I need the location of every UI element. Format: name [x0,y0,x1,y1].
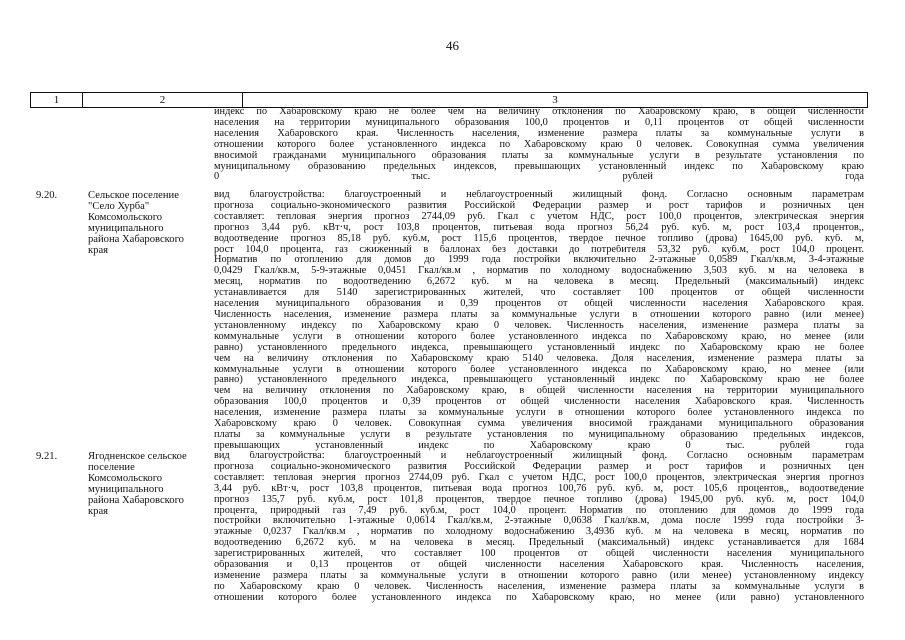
text-line: устанавливается для 5140 зарегистрированных жителей, что составляет 100 процентов от общей численности [214,288,864,299]
text-line: постройки включительно 1-этажные 0,0614 Гкал/кв.м, 2-этажные 0,0638 Гкал/кв.м, дома после 1999 года постройки 3- [214,516,864,527]
text-line: составляет: тепловая энергия прогноз 2744,09 руб. Гкал с учетом НДС, рост 100,0 процентов, электрическая энергия [214,211,864,222]
text-line: 0,0429 Гкал/кв.м, 5-9-этажные 0,0451 Гкал/кв.м , норматив по холодному водоснабжению 3,503 куб. м на человека в [214,266,864,277]
name-line: Сельское поселение [88,190,179,201]
table-header-row [30,92,868,108]
text-line: населения на территории муниципального образования 100,0 процентов и 0,11 процентов от общей численности [214,117,864,128]
text-line: чем на величину отклонения по Хабаровскому краю 5140 человека. Доля населения, изменение размера платы за [214,353,864,364]
text-line: населения Хабаровского края. Численность населения, изменение размера платы за коммунальные услуги в [214,128,864,139]
text-line: Норматив по отоплению для домов до 1999 года постройки включительно 2-этажные 0,0589 Гкал/кв.м, 3-4-этажные [214,255,864,266]
text-line: вид благоустройства: благоустроенный и неблагоустроенный жилищный фонд. Согласно основным параметрам [214,451,864,461]
text-line: вид благоустройства: благоустроенный и неблагоустроенный жилищный фонд. Согласно основным параметрам [214,190,864,200]
entry-text [214,451,864,604]
text-line: вносимой гражданами муниципального образования платы за коммунальные услуги в результате установления по [214,150,864,161]
header-col-1: 1 [30,93,82,107]
name-line: Ягодненское сельское [88,451,187,462]
page-number: 46 [446,38,459,53]
text-line: населения муниципального образования и 0,39 процентов от общей численности населения Хабаровского края. [214,299,864,310]
text-line: Численность населения, изменение размера платы за коммунальные услуги в отношении которого равно (или менее) [214,309,864,320]
text-line: равно) установленного предельного индекса, превышающего установленный индекс по Хабаровскому краю не более [214,375,864,386]
text-line: коммунальные услуги в отношении которого более установленного индекса по Хабаровскому краю, но менее (или [214,331,864,342]
text-line: населения, изменение размера платы за коммунальные услуги в отношении которого более установленного индекса по [214,408,864,419]
text-line: прогноз 135,7 руб. куб.м, рост 101,8 процентов, твердое печное топливо (дрова) 1945,00 руб. куб. м, рост 104,0 [214,494,864,505]
text-line: составляет: тепловая энергия прогноз 2744,09 руб. Гкал с учетом НДС, рост 100,0 процентов, электрическая энергия прогноз [214,472,864,483]
continuation-text [214,107,864,183]
text-line: 0 тыс. рублей года [214,172,864,183]
entry-number: 9.21. [36,451,58,462]
text-line: установленному индексу по Хабаровскому краю 0 человек. Численность населения, изменение размера платы за [214,320,864,331]
text-line: прогноза социально-экономического развития Российской Федерации размер и рост тарифов и розничных цен [214,200,864,211]
text-line: по Хабаровскому краю 0 человек. Численность населения, изменение размера платы за коммунальные услуги в [214,581,864,592]
text-line: коммунальные услуги в отношении которого более установленного индекса по Хабаровскому краю, но менее (или [214,364,864,375]
name-line: муниципального [88,484,164,495]
text-line: муниципальному образованию предельных индексов, превышающих установленный индекс по Хабаровскому краю [214,161,864,172]
text-line: прогноз 3,44 руб. кВт·ч, рост 103,8 процентов, питьевая вода прогноз 56,24 руб. куб. м, рост 103,4 процентов,, [214,222,864,233]
text-line: зарегистрированных жителей, что составляет 100 процентов от общей численности населения муниципального [214,549,864,560]
text-line: отношении которого более установленного индекса по Хабаровскому краю, но менее (или равно) установленного [214,592,864,603]
text-line: образования 100,0 процентов и 0,39 процентов от общей численности населения Хабаровского края. Численность [214,397,864,408]
text-line: этажные 0,0237 Гкал/кв.м , норматив по холодному водоснабжению 3,4936 куб. м на человека в месяц, норматив по [214,527,864,538]
text-line: равно) установленного предельного индекса, превышающего установленный индекс по Хабаровскому краю не более [214,342,864,353]
header-col-2: 2 [82,93,242,107]
name-line: "Село Хурба" [88,201,150,212]
name-line: Комсомольского [88,473,163,484]
entry-text [214,190,864,452]
text-line: превышающих установленный индекс по Хабаровскому краю 0 тыс. рублей года [214,440,864,451]
name-line: района Хабаровского [88,495,184,506]
text-line: индекс по Хабаровскому краю не более чем на величину отклонения по Хабаровскому краю, в общей численности [214,107,864,117]
entry-name [88,451,228,517]
header-col-3: 3 [242,93,868,107]
name-line: края [88,245,109,256]
text-line: водоотведению 6,2672 куб. м на человека в месяц. Предельный (максимальный) индекс устанавливается для 1684 [214,538,864,549]
entry-number: 9.20. [36,190,58,201]
text-line: платы за коммунальные услуги в результате установления по муниципальному образованию предельных индексов, [214,429,864,440]
text-line: чем на величину отклонения по Хабаровскому краю, в общей численности населения на территории муниципального [214,386,864,397]
text-line: месяц, норматив по водоотведению 6,2672 куб. м на человека в месяц. Предельный (максимальный) индекс [214,277,864,288]
text-line: прогноза социально-экономического развития Российской Федерации размер и рост тарифов и розничных цен [214,461,864,472]
text-line: Хабаровскому краю 0 человек. Совокупная сумма увеличения вносимой гражданами муниципального образования [214,419,864,430]
text-line: водоотведение прогноз 85,18 руб. куб.м, рост 115,6 процентов, твердое печное топливо (дрова) 1645,00 руб. куб. м, [214,233,864,244]
text-line: процента, природный газ 7,49 руб. куб.м, рост 104,0 процент. Норматив по отоплению для домов до 1999 года [214,505,864,516]
name-line: муниципального [88,223,164,234]
text-line: образования и 0,13 процентов от общей численности населения Хабаровского края. Численность населения, [214,560,864,571]
text-line: 3,44 руб. кВт·ч, рост 103,8 процентов, питьевая вода прогноз 100,76 руб. куб. м, рост 105,6 процентов,, водоотведение [214,483,864,494]
text-line: отношении которого более установленного индекса по Хабаровскому краю 0 человек. Совокупная сумма увеличения [214,139,864,150]
name-line: района Хабаровского [88,234,184,245]
text-line: изменение размера платы за коммунальные услуги в отношении которого равно (или менее) установленному индексу [214,570,864,581]
name-line: поселение [88,462,135,473]
text-line: рост 104,0 процента, газ сжиженный в баллонах без доставки до потребителя 53,32 руб. куб.м, рост 104,0 процент. [214,244,864,255]
entry-name [88,190,228,256]
name-line: Комсомольского [88,212,163,223]
name-line: края [88,506,109,517]
